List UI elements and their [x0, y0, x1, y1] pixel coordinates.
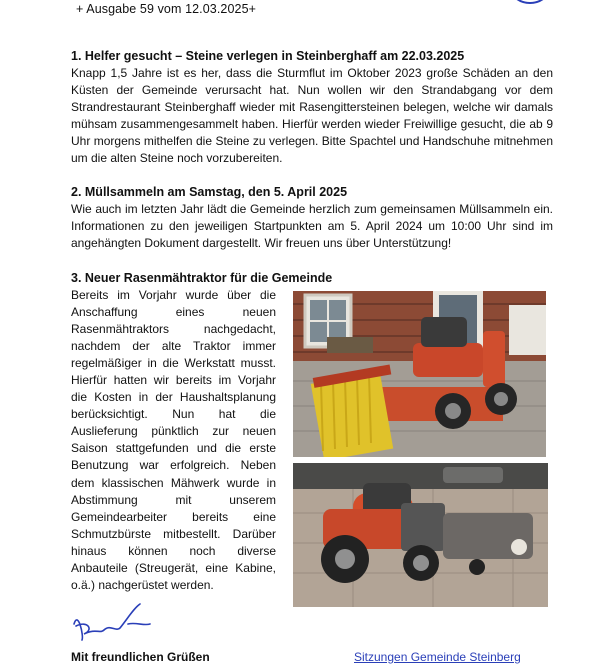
section-body: Knapp 1,5 Jahre ist es her, dass die Sturmflut im Oktober 2023 große Schäden an den Küsten der Gemeinde verursacht hat. Nun wollen wir den Strandabgang vor dem Strandrestaurant Steinberghaff wieder mit Rasengittersteinen belegen, welche wir damals mühsam zusammengesammelt haben. Hierfür werden wieder Freiwillige gesucht, die ab 9 Uhr morgens mithelfen die Steine zu verlegen. Bitte Spachtel und Handschuhe mitnehmen um die alten Steine noch vorzubereiten.: [71, 66, 553, 165]
section-title: 1. Helfer gesucht – Steine verlegen in Steinberghaff am 22.03.2025: [71, 49, 465, 63]
section-litter-collection: [71, 184, 553, 252]
issue-line: + Ausgabe 59 vom 12.03.2025+: [76, 2, 257, 16]
municipality-logo: [506, 0, 554, 4]
closing-greeting: Mit freundlichen Grüßen: [71, 650, 210, 664]
tractor-mower-photo: [293, 463, 548, 607]
section-title: 2. Müllsammeln am Samstag, den 5. April 2025: [71, 185, 348, 199]
tractor-sweeper-photo: [293, 291, 546, 457]
section-body: Wie auch im letzten Jahr lädt die Gemeinde herzlich zum gemeinsamen Müllsammeln ein. Informationen zu den jeweiligen Startpunkten am 5. April 2024 um 10:00 Uhr sind im angehängten Dokument dargestellt. Wir freuen uns über Unterstützung!: [71, 202, 553, 250]
section-body: Bereits im Vorjahr wurde über die Anschaffung eines neuen Rasenmähtraktors nachgedacht, nachdem der alte Traktor immer regelmäßiger in die Werkstatt musst. Hierfür hatten wir bereits im Vorjahr die Kosten in der Haushaltsplanung berücksichtigt. Nun hat die Auslieferung pünktlich zur neuen Saison stattgefunden und die erste Benutzung war erfolgreich. Neben dem klassischen Mähwerk wurde in Abstimmung mit unserem Gemeindearbeiter bereits eine Schmutzbürste mitbestellt. Darüber hinaus können noch diverse Anbauteile (Streugerät, eine Kabine, o.ä.) nachgerüstet werden.: [71, 288, 276, 592]
section-title: 3. Neuer Rasenmähtraktor für die Gemeinde: [71, 271, 333, 285]
section-lawn-tractor: [71, 270, 553, 287]
meetings-link[interactable]: Sitzungen Gemeinde Steinberg: [354, 650, 521, 664]
signature: [70, 600, 154, 642]
section-helpers: [71, 48, 553, 167]
